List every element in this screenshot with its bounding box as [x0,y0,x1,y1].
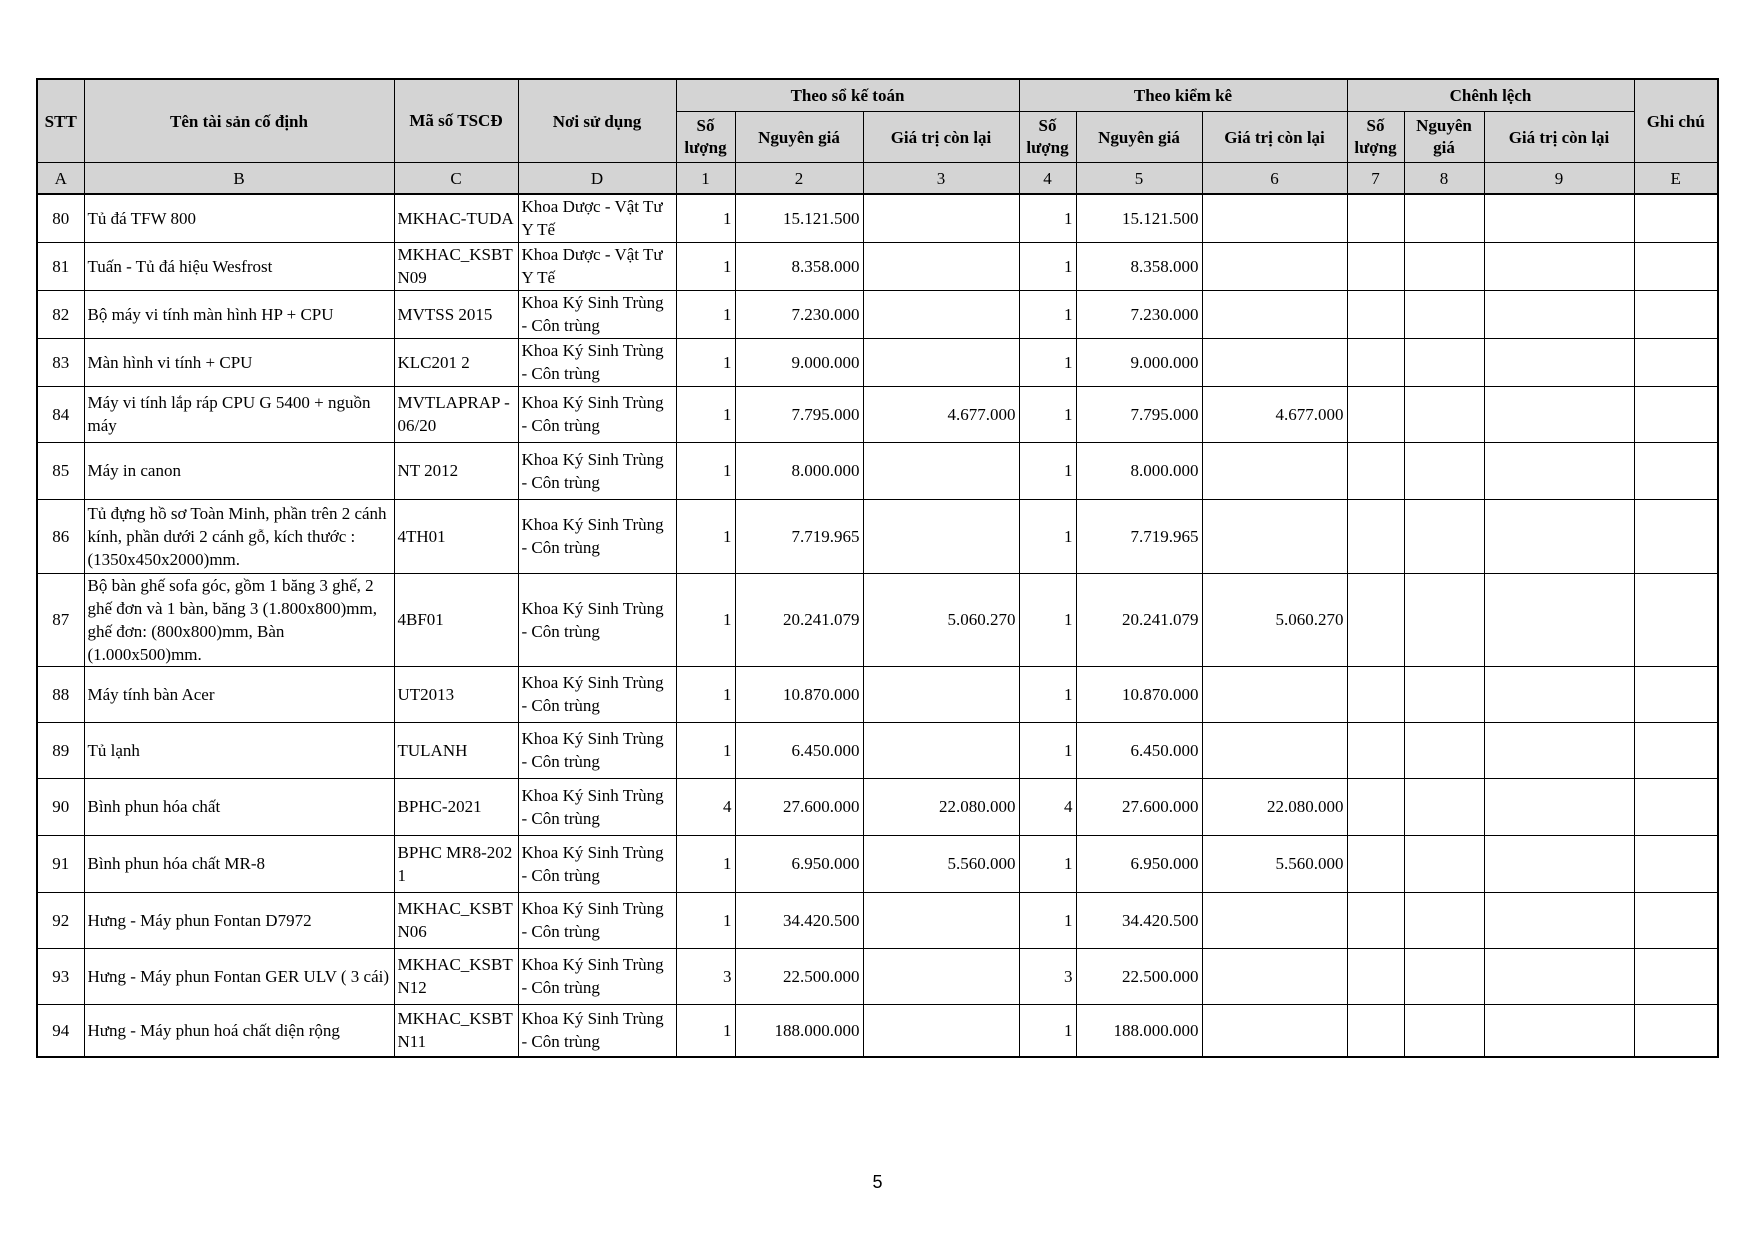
cell-stt: 90 [37,778,84,835]
cell-stt: 94 [37,1004,84,1057]
cell-books-residual-value [863,948,1019,1004]
table-row [37,242,1718,290]
cell-books-qty: 1 [676,573,735,666]
cell-location: Khoa Ký Sinh Trùng - Côn trùng [518,386,676,442]
cell-diff-original-price [1404,573,1484,666]
cell-inventory-qty: 3 [1019,948,1076,1004]
cell-books-residual-value [863,666,1019,722]
header-inventory-residual-value: Giá trị còn lại [1202,112,1347,163]
cell-books-qty: 1 [676,290,735,338]
cell-diff-qty [1347,442,1404,499]
column-letter: 2 [735,163,863,195]
cell-books-residual-value: 5.560.000 [863,835,1019,892]
cell-asset-code: MKHAC_KSBTN06 [394,892,518,948]
cell-location: Khoa Ký Sinh Trùng - Côn trùng [518,442,676,499]
cell-inventory-qty: 1 [1019,722,1076,778]
cell-inventory-qty: 1 [1019,338,1076,386]
cell-diff-original-price [1404,778,1484,835]
cell-books-qty: 1 [676,338,735,386]
cell-books-qty: 1 [676,386,735,442]
cell-inventory-qty: 1 [1019,499,1076,573]
cell-note [1634,290,1718,338]
cell-books-original-price: 188.000.000 [735,1004,863,1057]
cell-asset-code: MKHAC_KSBTN12 [394,948,518,1004]
header-books-residual-value: Giá trị còn lại [863,112,1019,163]
cell-diff-original-price [1404,338,1484,386]
cell-inventory-qty: 1 [1019,666,1076,722]
cell-diff-qty [1347,338,1404,386]
cell-diff-residual-value [1484,948,1634,1004]
cell-inventory-original-price: 20.241.079 [1076,573,1202,666]
table-row [37,290,1718,338]
cell-location: Khoa Ký Sinh Trùng - Côn trùng [518,892,676,948]
cell-diff-qty [1347,573,1404,666]
cell-books-residual-value [863,892,1019,948]
cell-inventory-residual-value [1202,892,1347,948]
cell-asset-code: MKHAC_KSBTN11 [394,1004,518,1057]
cell-inventory-original-price: 7.230.000 [1076,290,1202,338]
header-diff-qty: Số lượng [1347,112,1404,163]
asset-inventory-table [36,78,1719,1058]
cell-books-original-price: 22.500.000 [735,948,863,1004]
cell-inventory-residual-value: 22.080.000 [1202,778,1347,835]
cell-books-qty: 1 [676,892,735,948]
cell-books-qty: 1 [676,722,735,778]
cell-asset-code: BPHC-2021 [394,778,518,835]
column-letter: 1 [676,163,735,195]
cell-asset-name: Máy in canon [84,442,394,499]
table-row [37,442,1718,499]
cell-books-residual-value [863,338,1019,386]
cell-inventory-original-price: 9.000.000 [1076,338,1202,386]
cell-asset-name: Hưng - Máy phun Fontan GER ULV ( 3 cái) [84,948,394,1004]
cell-location: Khoa Ký Sinh Trùng - Côn trùng [518,722,676,778]
cell-books-qty: 1 [676,442,735,499]
column-letter: 3 [863,163,1019,195]
cell-inventory-residual-value [1202,442,1347,499]
cell-diff-qty [1347,499,1404,573]
header-stt: STT [37,79,84,163]
cell-inventory-qty: 1 [1019,290,1076,338]
table-row [37,722,1718,778]
cell-note [1634,386,1718,442]
cell-books-residual-value: 4.677.000 [863,386,1019,442]
cell-stt: 87 [37,573,84,666]
cell-asset-name: Hưng - Máy phun hoá chất diện rộng [84,1004,394,1057]
cell-diff-original-price [1404,722,1484,778]
column-letter: D [518,163,676,195]
cell-asset-name: Bình phun hóa chất MR-8 [84,835,394,892]
cell-books-residual-value [863,722,1019,778]
cell-diff-qty [1347,892,1404,948]
cell-location: Khoa Ký Sinh Trùng - Côn trùng [518,499,676,573]
cell-diff-qty [1347,948,1404,1004]
cell-diff-qty [1347,290,1404,338]
cell-asset-name: Bộ máy vi tính màn hình HP + CPU [84,290,394,338]
cell-note [1634,948,1718,1004]
column-letters-row [37,163,1718,195]
cell-inventory-original-price: 22.500.000 [1076,948,1202,1004]
table-row [37,386,1718,442]
page-number: 5 [872,1172,883,1192]
cell-diff-residual-value [1484,242,1634,290]
cell-asset-code: MVTLAPRAP - 06/20 [394,386,518,442]
cell-inventory-qty: 1 [1019,573,1076,666]
cell-asset-name: Tủ đựng hồ sơ Toàn Minh, phần trên 2 cánh kính, phần dưới 2 cánh gỗ, kích thước : (1350x450x2000)mm. [84,499,394,573]
cell-diff-residual-value [1484,573,1634,666]
cell-books-original-price: 34.420.500 [735,892,863,948]
cell-diff-residual-value [1484,499,1634,573]
column-letter: 4 [1019,163,1076,195]
cell-diff-residual-value [1484,442,1634,499]
cell-inventory-original-price: 188.000.000 [1076,1004,1202,1057]
cell-location: Khoa Ký Sinh Trùng - Côn trùng [518,290,676,338]
cell-asset-code: KLC201 2 [394,338,518,386]
cell-inventory-original-price: 10.870.000 [1076,666,1202,722]
cell-location: Khoa Ký Sinh Trùng - Côn trùng [518,778,676,835]
cell-books-original-price: 20.241.079 [735,573,863,666]
header-group-difference: Chênh lệch [1347,79,1634,112]
cell-location: Khoa Dược - Vật Tư Y Tế [518,194,676,242]
cell-diff-qty [1347,778,1404,835]
column-letter: C [394,163,518,195]
cell-asset-name: Tủ đá TFW 800 [84,194,394,242]
table-body [37,194,1718,1057]
cell-inventory-residual-value [1202,1004,1347,1057]
cell-diff-residual-value [1484,386,1634,442]
table-row [37,573,1718,666]
cell-books-original-price: 15.121.500 [735,194,863,242]
column-letter: 6 [1202,163,1347,195]
cell-books-original-price: 6.950.000 [735,835,863,892]
cell-inventory-residual-value: 4.677.000 [1202,386,1347,442]
column-letter: 8 [1404,163,1484,195]
cell-asset-code: BPHC MR8-2021 [394,835,518,892]
cell-asset-name: Tuấn - Tủ đá hiệu Wesfrost [84,242,394,290]
cell-asset-name: Màn hình vi tính + CPU [84,338,394,386]
cell-stt: 80 [37,194,84,242]
cell-diff-original-price [1404,835,1484,892]
cell-note [1634,722,1718,778]
cell-inventory-residual-value [1202,338,1347,386]
cell-diff-original-price [1404,892,1484,948]
cell-asset-name: Máy vi tính lắp ráp CPU G 5400 + nguồn máy [84,386,394,442]
cell-inventory-original-price: 6.950.000 [1076,835,1202,892]
cell-inventory-residual-value [1202,948,1347,1004]
cell-books-original-price: 8.358.000 [735,242,863,290]
cell-books-residual-value [863,442,1019,499]
cell-asset-name: Máy tính bàn Acer [84,666,394,722]
header-inventory-qty: Số lượng [1019,112,1076,163]
cell-diff-qty [1347,194,1404,242]
cell-books-residual-value [863,242,1019,290]
cell-books-qty: 1 [676,194,735,242]
cell-books-original-price: 27.600.000 [735,778,863,835]
cell-asset-name: Bình phun hóa chất [84,778,394,835]
cell-stt: 81 [37,242,84,290]
cell-asset-name: Tủ lạnh [84,722,394,778]
cell-diff-original-price [1404,666,1484,722]
cell-books-residual-value [863,1004,1019,1057]
cell-note [1634,242,1718,290]
cell-inventory-qty: 1 [1019,1004,1076,1057]
cell-asset-code: UT2013 [394,666,518,722]
cell-books-original-price: 10.870.000 [735,666,863,722]
table-row [37,666,1718,722]
cell-asset-name: Bộ bàn ghế sofa góc, gồm 1 băng 3 ghế, 2 ghế đơn và 1 bàn, băng 3 (1.800x800)mm, ghế đơn: (800x800)mm, Bàn (1.000x500)mm. [84,573,394,666]
cell-books-qty: 4 [676,778,735,835]
cell-inventory-qty: 1 [1019,386,1076,442]
cell-diff-qty [1347,835,1404,892]
cell-books-original-price: 6.450.000 [735,722,863,778]
header-asset-code: Mã số TSCĐ [394,79,518,163]
cell-diff-qty [1347,666,1404,722]
cell-books-original-price: 7.795.000 [735,386,863,442]
cell-books-residual-value: 22.080.000 [863,778,1019,835]
cell-asset-code: 4TH01 [394,499,518,573]
cell-stt: 91 [37,835,84,892]
table-row [37,338,1718,386]
cell-asset-code: TULANH [394,722,518,778]
column-letter: 9 [1484,163,1634,195]
cell-inventory-original-price: 7.795.000 [1076,386,1202,442]
cell-books-qty: 3 [676,948,735,1004]
cell-location: Khoa Ký Sinh Trùng - Côn trùng [518,338,676,386]
table-row [37,892,1718,948]
cell-note [1634,338,1718,386]
cell-note [1634,835,1718,892]
cell-asset-code: 4BF01 [394,573,518,666]
table-row [37,948,1718,1004]
cell-inventory-qty: 1 [1019,835,1076,892]
column-letter: E [1634,163,1718,195]
cell-inventory-residual-value [1202,290,1347,338]
cell-inventory-residual-value [1202,722,1347,778]
header-note: Ghi chú [1634,79,1718,163]
cell-note [1634,499,1718,573]
cell-stt: 93 [37,948,84,1004]
cell-inventory-qty: 4 [1019,778,1076,835]
cell-books-original-price: 8.000.000 [735,442,863,499]
header-group-books: Theo sổ kế toán [676,79,1019,112]
cell-diff-residual-value [1484,1004,1634,1057]
cell-diff-residual-value [1484,194,1634,242]
cell-inventory-qty: 1 [1019,892,1076,948]
cell-books-qty: 1 [676,835,735,892]
cell-diff-residual-value [1484,290,1634,338]
cell-books-residual-value: 5.060.270 [863,573,1019,666]
column-letter: 5 [1076,163,1202,195]
cell-books-original-price: 7.719.965 [735,499,863,573]
cell-diff-residual-value [1484,722,1634,778]
table-row [37,194,1718,242]
cell-inventory-original-price: 8.000.000 [1076,442,1202,499]
table-row [37,835,1718,892]
cell-diff-qty [1347,386,1404,442]
cell-books-qty: 1 [676,242,735,290]
cell-stt: 82 [37,290,84,338]
cell-inventory-original-price: 8.358.000 [1076,242,1202,290]
cell-books-residual-value [863,290,1019,338]
table-row [37,499,1718,573]
header-diff-original-price: Nguyên giá [1404,112,1484,163]
cell-location: Khoa Ký Sinh Trùng - Côn trùng [518,1004,676,1057]
header-diff-residual-value: Giá trị còn lại [1484,112,1634,163]
cell-inventory-qty: 1 [1019,442,1076,499]
cell-inventory-residual-value: 5.060.270 [1202,573,1347,666]
cell-diff-original-price [1404,1004,1484,1057]
cell-note [1634,442,1718,499]
cell-stt: 83 [37,338,84,386]
cell-books-qty: 1 [676,666,735,722]
cell-stt: 85 [37,442,84,499]
cell-books-residual-value [863,194,1019,242]
header-asset-name: Tên tài sản cố định [84,79,394,163]
cell-inventory-qty: 1 [1019,242,1076,290]
cell-asset-code: NT 2012 [394,442,518,499]
cell-books-original-price: 9.000.000 [735,338,863,386]
cell-note [1634,666,1718,722]
cell-note [1634,1004,1718,1057]
cell-diff-residual-value [1484,778,1634,835]
cell-diff-qty [1347,242,1404,290]
cell-inventory-qty: 1 [1019,194,1076,242]
cell-inventory-residual-value: 5.560.000 [1202,835,1347,892]
table-row [37,1004,1718,1057]
cell-diff-original-price [1404,442,1484,499]
cell-diff-original-price [1404,499,1484,573]
cell-inventory-original-price: 27.600.000 [1076,778,1202,835]
column-letter: B [84,163,394,195]
cell-diff-original-price [1404,242,1484,290]
cell-inventory-residual-value [1202,499,1347,573]
cell-inventory-original-price: 15.121.500 [1076,194,1202,242]
column-letter: 7 [1347,163,1404,195]
cell-inventory-original-price: 6.450.000 [1076,722,1202,778]
cell-location: Khoa Ký Sinh Trùng - Côn trùng [518,666,676,722]
cell-location: Khoa Ký Sinh Trùng - Côn trùng [518,835,676,892]
column-letter: A [37,163,84,195]
cell-diff-residual-value [1484,338,1634,386]
header-group-inventory: Theo kiểm kê [1019,79,1347,112]
cell-inventory-residual-value [1202,666,1347,722]
cell-diff-qty [1347,722,1404,778]
cell-diff-qty [1347,1004,1404,1057]
cell-location: Khoa Ký Sinh Trùng - Côn trùng [518,573,676,666]
header-books-qty: Số lượng [676,112,735,163]
cell-stt: 84 [37,386,84,442]
cell-diff-original-price [1404,290,1484,338]
cell-stt: 89 [37,722,84,778]
header-location: Nơi sử dụng [518,79,676,163]
cell-note [1634,194,1718,242]
cell-diff-original-price [1404,386,1484,442]
table-row [37,778,1718,835]
cell-location: Khoa Dược - Vật Tư Y Tế [518,242,676,290]
cell-books-residual-value [863,499,1019,573]
cell-inventory-original-price: 34.420.500 [1076,892,1202,948]
cell-location: Khoa Ký Sinh Trùng - Côn trùng [518,948,676,1004]
cell-books-qty: 1 [676,1004,735,1057]
cell-stt: 88 [37,666,84,722]
cell-inventory-residual-value [1202,194,1347,242]
cell-inventory-original-price: 7.719.965 [1076,499,1202,573]
cell-books-original-price: 7.230.000 [735,290,863,338]
cell-asset-name: Hưng - Máy phun Fontan D7972 [84,892,394,948]
cell-note [1634,573,1718,666]
header-inventory-original-price: Nguyên giá [1076,112,1202,163]
cell-diff-original-price [1404,194,1484,242]
cell-note [1634,892,1718,948]
header-books-original-price: Nguyên giá [735,112,863,163]
cell-books-qty: 1 [676,499,735,573]
cell-asset-code: MKHAC_KSBTN09 [394,242,518,290]
cell-diff-residual-value [1484,666,1634,722]
cell-stt: 92 [37,892,84,948]
cell-stt: 86 [37,499,84,573]
cell-note [1634,778,1718,835]
cell-asset-code: MKHAC-TUDA [394,194,518,242]
cell-diff-residual-value [1484,892,1634,948]
cell-diff-residual-value [1484,835,1634,892]
cell-asset-code: MVTSS 2015 [394,290,518,338]
cell-diff-original-price [1404,948,1484,1004]
cell-inventory-residual-value [1202,242,1347,290]
